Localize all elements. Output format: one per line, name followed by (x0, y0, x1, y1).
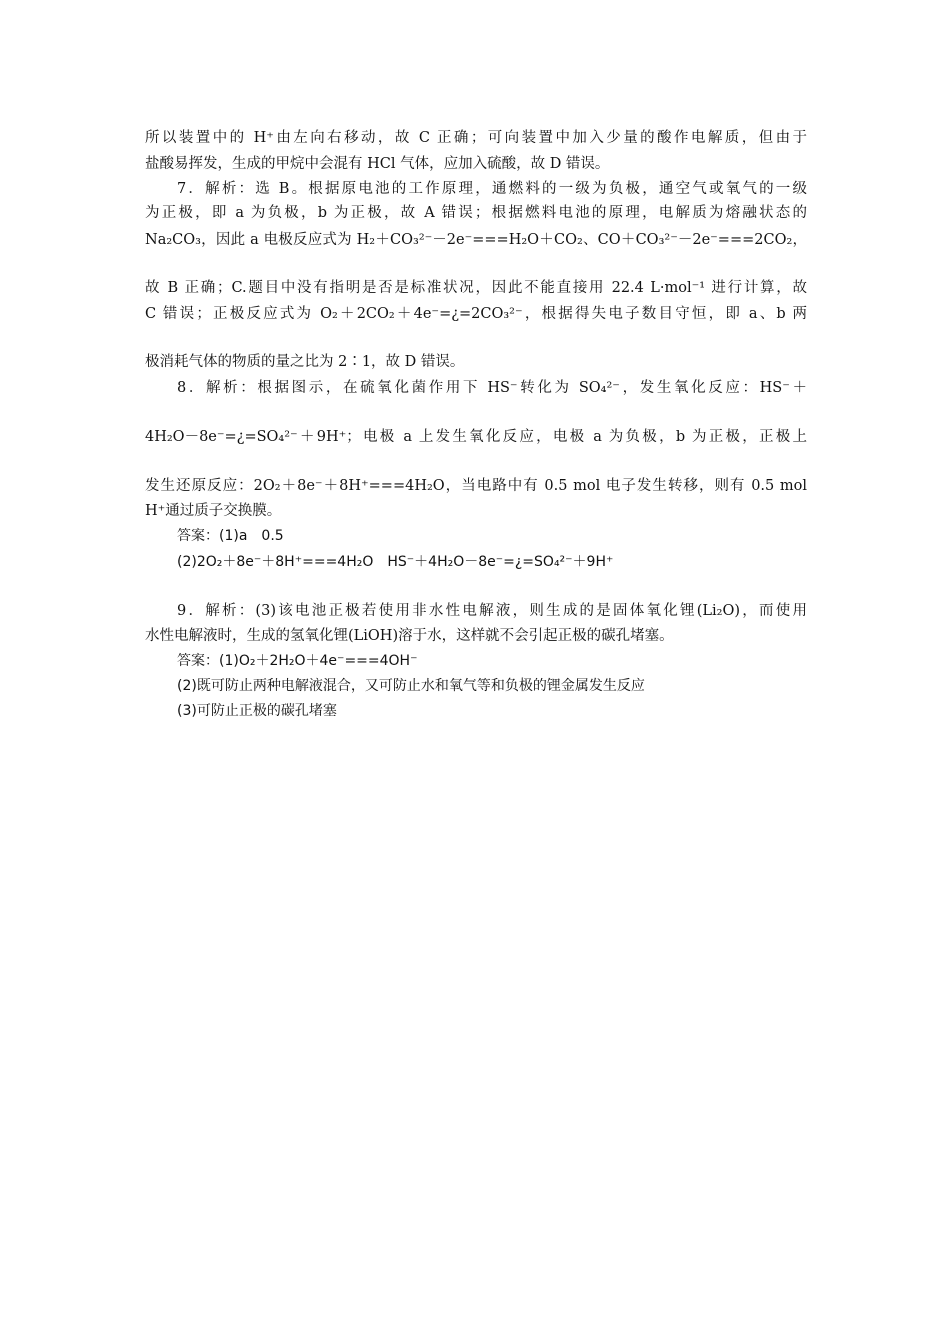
text-line: H⁺通过质子交换膜。 (145, 503, 282, 519)
text-line: 极消耗气体的物质的量之比为 2∶1，故 D 错误。 (145, 354, 465, 370)
answer-line: 答案：(1)O₂＋2H₂O＋4e⁻===4OH⁻ (177, 653, 418, 669)
answer-line: (2)2O₂＋8e⁻＋8H⁺===4H₂O HS⁻＋4H₂O－8e⁻=¿=SO₄²⁻＋9H⁺ (177, 554, 614, 570)
text-line: 盐酸易挥发，生成的甲烷中会混有 HCl 气体，应加入硫酸，故 D 错误。 (145, 156, 610, 172)
answer-line: (3)可防止正极的碳孔堵塞 (177, 703, 337, 719)
text-line: 发生还原反应：2O₂＋8e⁻＋8H⁺===4H₂O，当电路中有 0.5 mol 电子发生转移，则有 0.5 mol (145, 478, 807, 494)
text-line: 所以装置中的 H⁺由左向右移动，故 C 正确；可向装置中加入少量的酸作电解质，但由于 (145, 130, 807, 146)
text-line: 为正极，即 a 为负极，b 为正极，故 A 错误；根据燃料电池的原理，电解质为熔融状态的 (145, 205, 807, 221)
answer-line: 答案：(1)a 0.5 (177, 528, 284, 544)
text-line: C 错误；正极反应式为 O₂＋2CO₂＋4e⁻=¿=2CO₃²⁻，根据得失电子数目守恒，即 a、b 两 (145, 306, 807, 322)
text-line: 7．解析：选 B。根据原电池的工作原理，通燃料的一级为负极，通空气或氧气的一级 (177, 181, 807, 197)
text-line: 故 B 正确；C.题目中没有指明是否是标准状况，因此不能直接用 22.4 L·mol⁻¹ 进行计算，故 (145, 280, 807, 296)
text-line: 4H₂O－8e⁻=¿=SO₄²⁻＋9H⁺；电极 a 上发生氧化反应，电极 a 为负极，b 为正极，正极上 (145, 429, 807, 445)
text-line: 9．解析：(3)该电池正极若使用非水性电解液，则生成的是固体氧化锂(Li₂O)，而使用 (177, 603, 807, 619)
text-line: Na₂CO₃，因此 a 电极反应式为 H₂＋CO₃²⁻－2e⁻===H₂O＋CO₂、CO＋CO₃²⁻－2e⁻===2CO₂， (145, 232, 807, 248)
text-line: 水性电解液时，生成的氢氧化锂(LiOH)溶于水，这样就不会引起正极的碳孔堵塞。 (145, 628, 674, 644)
text-line: 8．解析：根据图示，在硫氧化菌作用下 HS⁻转化为 SO₄²⁻，发生氧化反应：HS⁻＋ (177, 380, 807, 396)
answer-line: (2)既可防止两种电解液混合，又可防止水和氧气等和负极的锂金属发生反应 (177, 678, 645, 694)
